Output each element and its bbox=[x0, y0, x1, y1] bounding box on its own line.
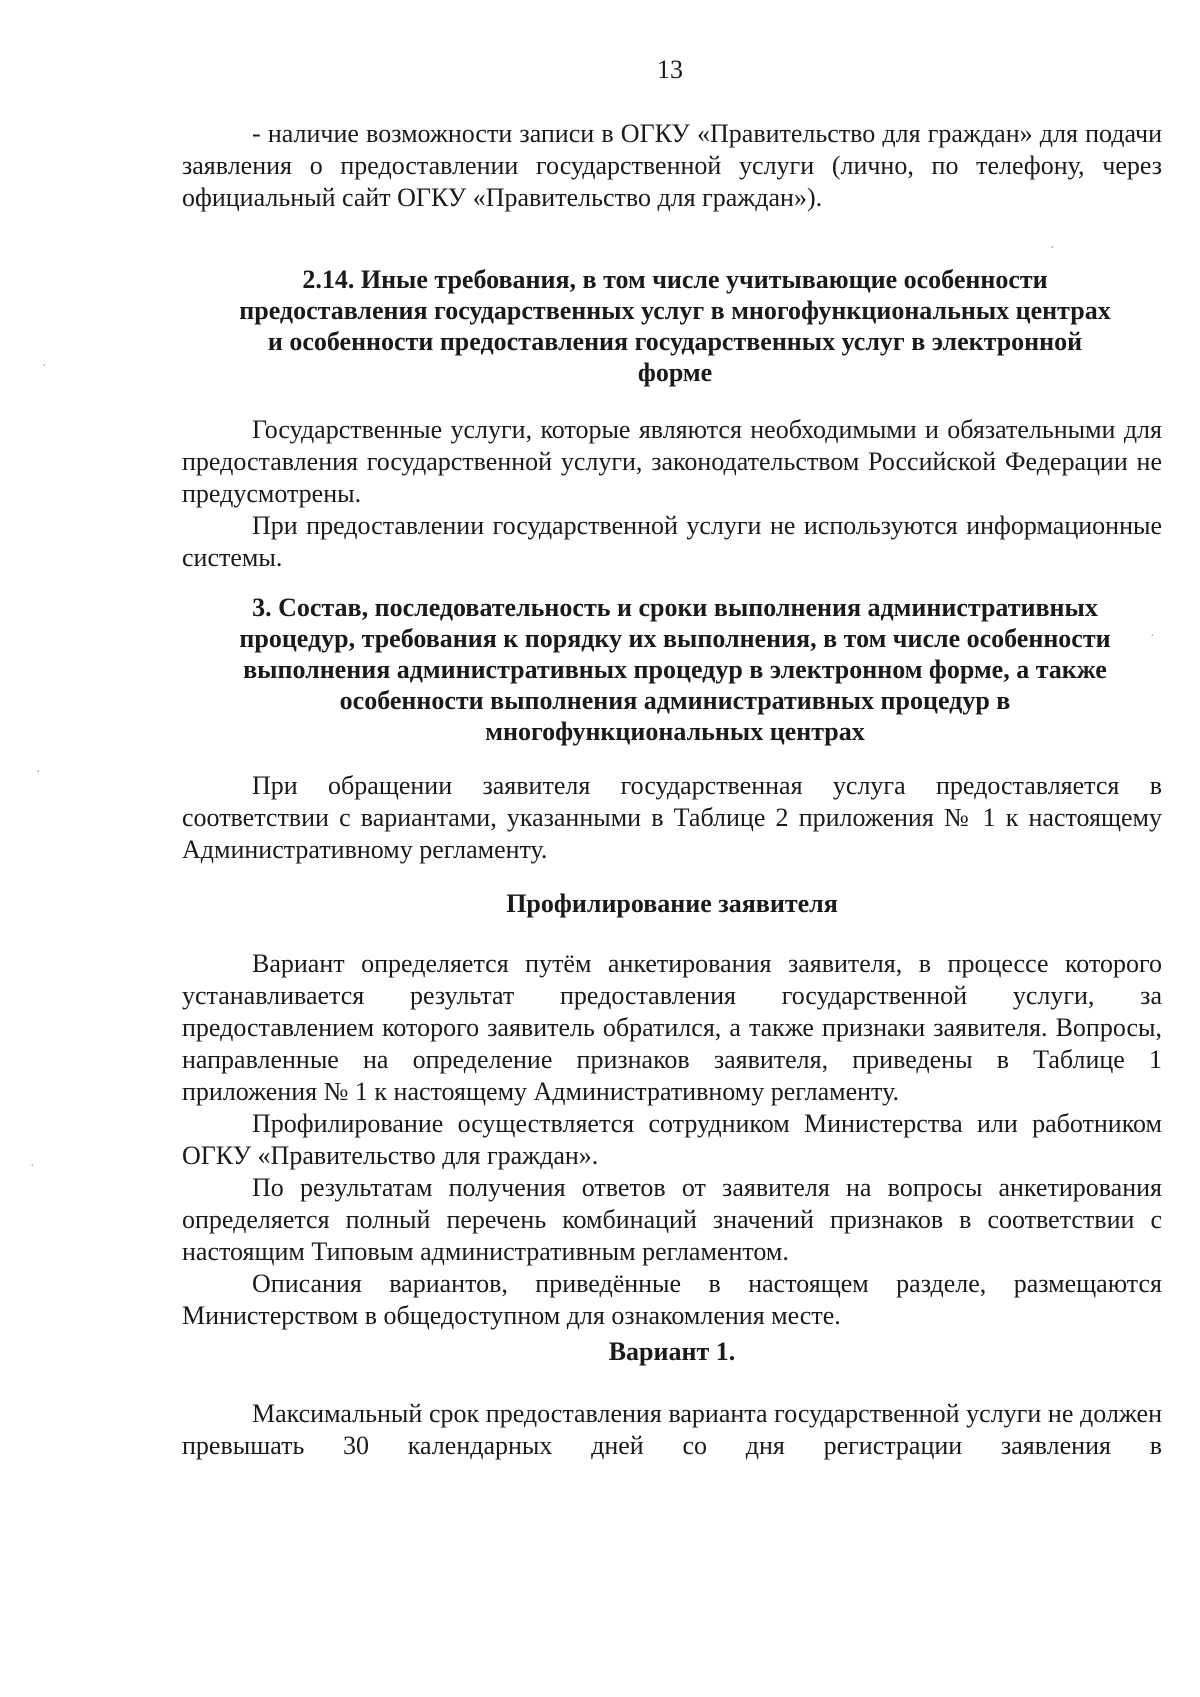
section-3-heading-line-2: процедур, требования к порядку их выполнения, в том числе особенности bbox=[239, 624, 1111, 653]
section-214-heading-line-3: и особенности предоставления государственных услуг в электронной bbox=[267, 327, 1083, 356]
variant-1-heading: Вариант 1. bbox=[608, 1337, 736, 1366]
scan-speck: · bbox=[1050, 241, 1055, 256]
section-3-heading-line-1: 3. Состав, последовательность и сроки выполнения административных bbox=[252, 593, 1098, 622]
section-3-paragraph: При обращении заявителя государственная услуга предоставляется в соответствии с вариантами, указанными в Таблице 2 приложения № 1 к настоящему Административному регламенту. bbox=[182, 771, 1162, 864]
variant-1-paragraph: Максимальный срок предоставления варианта государственной услуги не должен превышать 30 календарных дней со дня регистрации заявления в bbox=[182, 1399, 1162, 1460]
intro-block bbox=[182, 118, 1162, 214]
section-214-heading-line-4: форме bbox=[637, 358, 713, 387]
variant-1-body bbox=[182, 1398, 1162, 1462]
section-3-heading-line-5: многофункциональных центрах bbox=[485, 717, 865, 746]
profiling-body bbox=[182, 948, 1162, 1332]
section-3-heading bbox=[160, 592, 1190, 747]
scan-speck: · bbox=[1150, 629, 1155, 644]
page-number: 13 bbox=[657, 55, 683, 84]
section-214-heading bbox=[170, 264, 1180, 388]
section-214-heading-line-2: предоставления государственных услуг в многофункциональных центрах bbox=[239, 296, 1111, 325]
scan-speck: · bbox=[30, 1159, 35, 1174]
section-214-paragraph-1: Государственные услуги, которые являются необходимыми и обязательными для предоставления государственной услуги, законодательством Российской Федерации не предусмотрены. bbox=[182, 415, 1162, 508]
section-214-paragraph-2: При предоставлении государственной услуги не используются информационные системы. bbox=[182, 511, 1162, 572]
profiling-paragraph-1: Вариант определяется путём анкетирования заявителя, в процессе которого устанавливается результат предоставления государственной услуги, за предоставлением которого заявитель обратился, а также признаки заявителя. Вопросы, направленные на определение признаков заявителя, приведены в Таблице 1 приложения № 1 к настоящему Административному регламенту. bbox=[182, 949, 1162, 1106]
profiling-heading: Профилирование заявителя bbox=[506, 889, 838, 918]
scan-speck: · bbox=[36, 765, 41, 780]
section-214-body bbox=[182, 414, 1162, 574]
profiling-paragraph-3: По результатам получения ответов от заявителя на вопросы анкетирования определяется полный перечень комбинаций значений признаков в соответствии с настоящим Типовым административным регламентом. bbox=[182, 1173, 1162, 1266]
intro-paragraph: - наличие возможности записи в ОГКУ «Правительство для граждан» для подачи заявления о предоставлении государственной услуги (лично, по телефону, через официальный сайт ОГКУ «Правительство для граждан»). bbox=[182, 119, 1162, 212]
profiling-paragraph-4: Описания вариантов, приведённые в настоящем разделе, размещаются Министерством в общедоступном для ознакомления месте. bbox=[182, 1269, 1162, 1330]
section-3-heading-line-4: особенности выполнения административных процедур в bbox=[339, 686, 1011, 715]
section-214-heading-line-1: 2.14. Иные требования, в том числе учитывающие особенности bbox=[302, 265, 1048, 294]
section-3-heading-line-3: выполнения административных процедур в электронном форме, а также bbox=[243, 655, 1107, 684]
profiling-paragraph-2: Профилирование осуществляется сотрудником Министерства или работником ОГКУ «Правительство для граждан». bbox=[182, 1109, 1162, 1170]
section-3-body bbox=[182, 770, 1162, 866]
scan-speck: · bbox=[42, 359, 47, 374]
